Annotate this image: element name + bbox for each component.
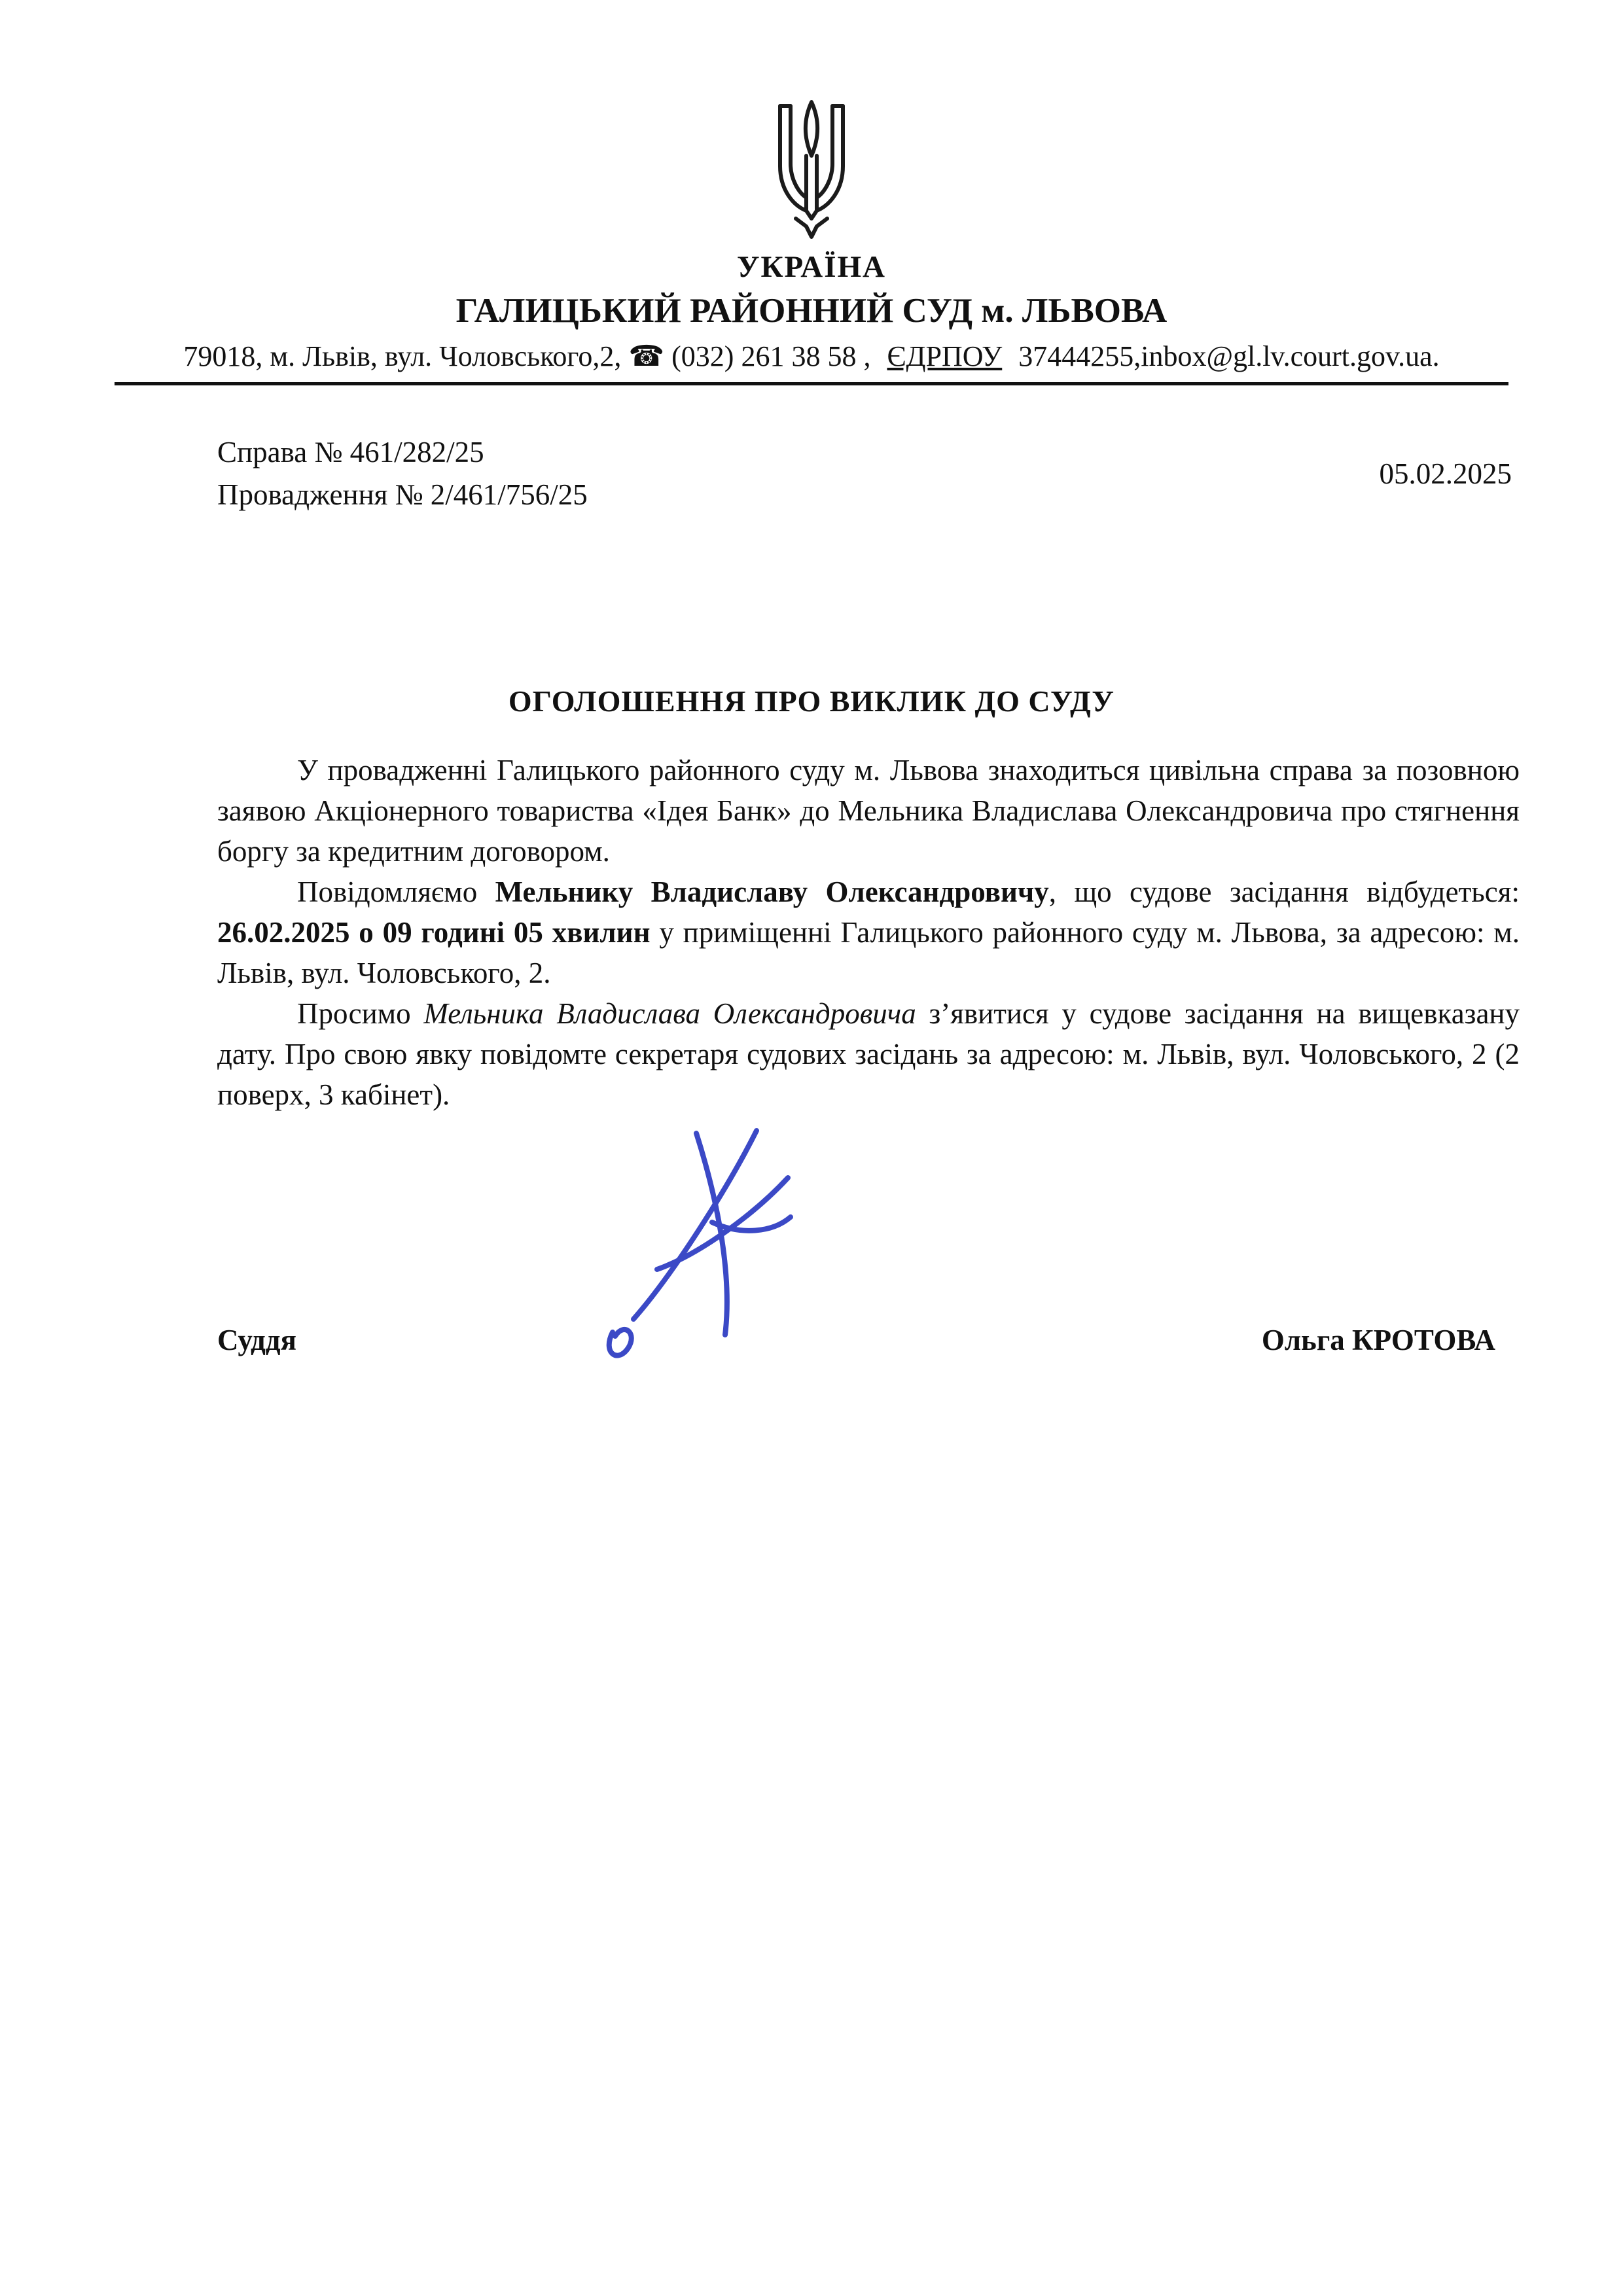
document-title: ОГОЛОШЕННЯ ПРО ВИКЛИК ДО СУДУ [508,684,1115,718]
ukraine-trident-emblem-icon [759,98,864,242]
signature-block [217,1323,1495,1357]
document-date: 05.02.2025 [1379,457,1512,491]
judge-label: Суддя [217,1324,296,1357]
phone-icon: ☎ [628,340,665,372]
paragraph-2-text: Повідомляємо [297,875,495,908]
paragraph-2-text: , що судове засідання відбудеться: [1048,875,1520,908]
court-name: ГАЛИЦЬКИЙ РАЙОННИЙ СУД м. ЛЬВОВА [455,292,1168,330]
paragraph-3 [217,993,1520,1115]
document-header [0,0,1623,385]
hearing-datetime-bold: 26.02.2025 о 09 годині 05 хвилин [217,915,651,949]
paragraph-2-text: у приміщенні Галицького районного суду м. Львова, за адресою: м. Львів, вул. Чоловського, 2. [217,915,1520,989]
paragraph-1 [217,750,1520,872]
defendant-name-bold: Мельнику Владиславу Олександровичу [495,875,1049,908]
case-numbers [217,431,588,517]
case-number: Справа № 461/282/25 [217,436,484,468]
defendant-name-italic: Мельника Владислава Олександровича [423,997,916,1031]
judge-signature [576,1086,838,1361]
document-body [217,750,1520,1116]
country-name: УКРАЇНА [736,250,886,284]
edrpou-number-and-email: 37444255,inbox@gl.lv.court.gov.ua. [1011,340,1440,372]
paragraph-2 [217,872,1520,993]
court-contact-line [115,340,1508,385]
proceeding-number: Провадження № 2/461/756/25 [217,478,588,512]
court-address: 79018, м. Львів, вул. Чоловського,2, [183,340,629,372]
edrpou-label: ЄДРПОУ [887,340,1003,372]
paragraph-3-text: Просимо [297,997,424,1031]
case-info-block [217,431,1512,517]
judge-name: Ольга КРОТОВА [1261,1324,1495,1357]
paragraph-1-text: У провадженні Галицького районного суду м. Львова знаходиться цивільна справа за позовною заявою Акціонерного товариства «Ідея Банк» до Мельника Владислава Олександровича про стягнення боргу за кредитним договором. [217,753,1520,868]
paragraph-3-text: з’явитися у судове засідання на вищевказану дату. Про свою явку повідомте секретаря судових засідань за адресою: м. Львів, вул. Чоловського, 2 (2 поверх, 3 кабінет). [217,997,1520,1112]
court-phone: (032) 261 38 58 , [664,340,878,372]
